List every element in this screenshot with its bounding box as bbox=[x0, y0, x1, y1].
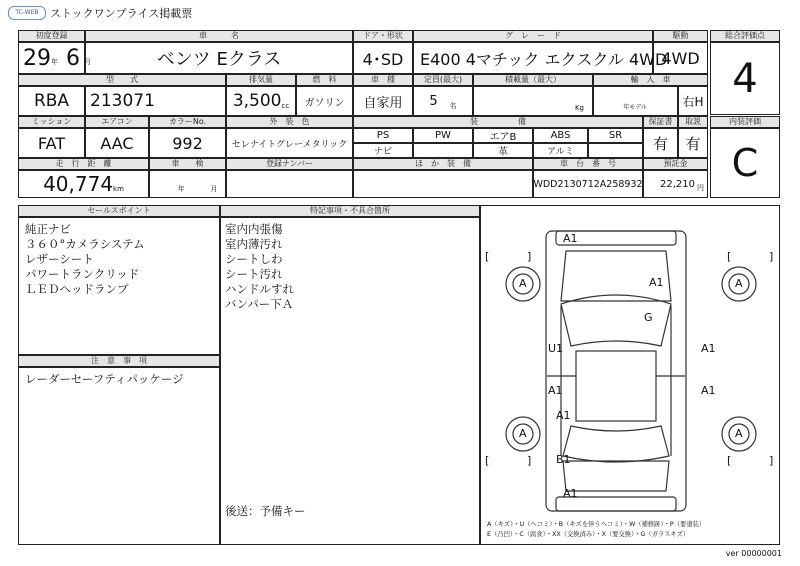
car-name-header: 車 名 bbox=[85, 30, 353, 42]
cautions-box bbox=[18, 367, 220, 545]
caution-item: レーダーセーフティパッケージ bbox=[25, 372, 184, 386]
damage-mark: A1 bbox=[548, 384, 563, 397]
handle-value: 右H bbox=[678, 86, 708, 116]
mileage-cell bbox=[18, 170, 149, 198]
windshield bbox=[561, 295, 671, 346]
displacement-cell bbox=[226, 86, 296, 116]
other-equipment-header: ほ か 装 備 bbox=[353, 158, 533, 170]
legend-line-1: A（キズ）・U（ヘコミ）・B（キズを伴うヘコミ）・W（補修跡）・P（要塗装） bbox=[487, 521, 706, 528]
damage-mark: A bbox=[735, 427, 743, 440]
aircon-header: エアコン bbox=[85, 116, 149, 128]
load-unit: Kg bbox=[574, 104, 584, 112]
first-reg-year: 29 bbox=[23, 45, 51, 71]
mileage-value: 40,774 bbox=[43, 172, 114, 196]
note-item: バンパー下Ａ bbox=[225, 297, 294, 311]
model-year-cell bbox=[593, 86, 678, 116]
bracket-mark: ] bbox=[769, 250, 774, 263]
cautions-header: 注 意 事 項 bbox=[18, 355, 220, 367]
displacement-value: 3,500 bbox=[232, 91, 282, 111]
reg-number-value bbox=[226, 170, 353, 198]
sales-point: パワートランクリッド bbox=[25, 267, 140, 281]
note-item: 室内薄汚れ bbox=[225, 237, 283, 251]
color-no-value: 992 bbox=[149, 128, 226, 158]
equip-value-4 bbox=[588, 143, 643, 158]
overall-score-header: 総合評価点 bbox=[710, 30, 780, 42]
first-reg-month-unit: 月 bbox=[84, 58, 91, 66]
exterior-header: 外 装 色 bbox=[226, 116, 353, 128]
interior-score-header: 内装評価 bbox=[710, 116, 780, 128]
manual-header: 取説 bbox=[678, 116, 708, 128]
equip-value-3: アルミ bbox=[533, 143, 588, 158]
drive-value: 4WD bbox=[653, 42, 708, 74]
model-year-label: 年モデル bbox=[623, 104, 647, 111]
trunk bbox=[563, 461, 669, 491]
price-value: 22,210 bbox=[660, 178, 695, 190]
import-header: 輸 入 車 bbox=[593, 74, 708, 86]
notes-header: 特記事項・不具合箇所 bbox=[220, 205, 480, 217]
car-name-value: ベンツ Eクラス bbox=[85, 42, 353, 74]
bracket-mark: [ bbox=[727, 250, 732, 263]
car-diagram bbox=[481, 206, 779, 544]
chassis-no-value: WDD2130712A258932 bbox=[533, 170, 643, 198]
grade-value: E400 4マチック エクスクル 4WD bbox=[413, 42, 653, 74]
mileage-header: 走 行 距 離 bbox=[18, 158, 149, 170]
other-equipment-value bbox=[353, 170, 533, 198]
sales-point: ＬＥＤヘッドランプ bbox=[25, 282, 129, 296]
grade-header: グ レ ー ド bbox=[413, 30, 653, 42]
version-label: ver 00000001 bbox=[725, 549, 782, 558]
bracket-mark: ] bbox=[527, 454, 532, 467]
price-unit: 円 bbox=[697, 184, 704, 192]
inspection-cell bbox=[149, 170, 226, 198]
car-outline bbox=[546, 231, 686, 511]
note-item: 室内内張傷 bbox=[225, 222, 283, 236]
damage-mark: A1 bbox=[701, 384, 716, 397]
damage-mark: A1 bbox=[649, 276, 664, 289]
chassis-no-header: 車 台 番 号 bbox=[533, 158, 643, 170]
damage-mark: B1 bbox=[556, 453, 571, 466]
mileage-unit: km bbox=[113, 185, 124, 193]
equip-value-0: ナビ bbox=[353, 143, 413, 158]
damage-mark: A bbox=[519, 427, 527, 440]
damage-mark: G bbox=[644, 311, 653, 324]
drive-header: 駆動 bbox=[653, 30, 708, 42]
door-shape-header: ドア・形状 bbox=[353, 30, 413, 42]
note-item: シートしわ bbox=[225, 252, 283, 266]
bracket-mark: [ bbox=[727, 454, 732, 467]
damage-mark: U1 bbox=[548, 342, 564, 355]
bracket-mark: [ bbox=[485, 250, 490, 263]
equip-header-4: SR bbox=[588, 128, 643, 143]
rear-window bbox=[563, 426, 669, 462]
equip-header-0: PS bbox=[353, 128, 413, 143]
note-item: ハンドルすれ bbox=[225, 282, 294, 296]
car-type-value: 自家用 bbox=[353, 86, 413, 116]
logo: TC-WEB bbox=[8, 6, 46, 20]
damage-mark: A bbox=[519, 277, 527, 290]
load-cell bbox=[473, 86, 593, 116]
delivery-note: 後送：予備キー bbox=[225, 504, 306, 518]
equipment-header: 装 備 bbox=[353, 116, 643, 128]
mission-value: FAT bbox=[18, 128, 85, 158]
equip-header-2: エアB bbox=[473, 128, 533, 143]
door-shape-value: 4･SD bbox=[353, 42, 413, 74]
price-header: 預託金 bbox=[643, 158, 708, 170]
model-prefix-value: RBA bbox=[18, 86, 85, 116]
load-header: 積載量（最大） bbox=[473, 74, 593, 86]
bracket-mark: [ bbox=[485, 454, 490, 467]
price-cell bbox=[643, 170, 708, 198]
manual-value: 有 bbox=[678, 128, 708, 158]
exterior-value: セレナイトグレーメタリック bbox=[226, 128, 353, 158]
inspection-year: 年 bbox=[177, 185, 185, 193]
sales-points-box bbox=[18, 217, 220, 355]
fuel-header: 燃 料 bbox=[296, 74, 353, 86]
damage-diagram-box bbox=[480, 205, 780, 545]
sales-point: レザーシート bbox=[25, 252, 94, 266]
color-no-header: カラーNo. bbox=[149, 116, 226, 128]
capacity-cell bbox=[413, 86, 473, 116]
car-type-header: 車 種 bbox=[353, 74, 413, 86]
fuel-value: ガソリン bbox=[296, 86, 353, 116]
note-item: シート汚れ bbox=[225, 267, 283, 281]
first-reg-year-unit: 年 bbox=[51, 58, 58, 66]
first-reg-header: 初度登録 bbox=[18, 30, 85, 42]
inspection-month: 月 bbox=[210, 185, 218, 193]
model-code-value: 213071 bbox=[85, 86, 226, 116]
model-header: 型 式 bbox=[18, 74, 226, 86]
first-reg-cell bbox=[18, 42, 91, 74]
equip-header-1: PW bbox=[413, 128, 473, 143]
interior-score-value: C bbox=[710, 128, 780, 198]
sales-points-header: セールスポイント bbox=[18, 205, 220, 217]
damage-mark: A1 bbox=[563, 232, 578, 245]
warranty-header: 保証書 bbox=[643, 116, 678, 128]
damage-mark: A1 bbox=[556, 409, 571, 422]
roof bbox=[576, 351, 656, 421]
sales-point: ３６０°カメラシステム bbox=[25, 237, 145, 251]
damage-mark: A bbox=[735, 277, 743, 290]
mission-header: ミッション bbox=[18, 116, 85, 128]
page-title: ストックワンプライス掲載票 bbox=[50, 7, 193, 20]
reg-number-header: 登録ナンバー bbox=[226, 158, 353, 170]
first-reg-month: 6 bbox=[66, 45, 80, 71]
overall-score-value: 4 bbox=[710, 42, 780, 115]
inspection-header: 車 検 bbox=[149, 158, 226, 170]
damage-mark: A1 bbox=[701, 342, 716, 355]
aircon-value: AAC bbox=[85, 128, 149, 158]
bracket-mark: ] bbox=[527, 250, 532, 263]
legend-line-2: E（凸凹）・C（腐食）・XX（交換済み）・X（要交換）・G（ガラスキズ） bbox=[487, 531, 690, 538]
warranty-value: 有 bbox=[643, 128, 678, 158]
equip-value-1 bbox=[413, 143, 473, 158]
equip-value-2: 革 bbox=[473, 143, 533, 158]
displacement-unit: cc bbox=[281, 102, 290, 110]
notes-box bbox=[220, 217, 480, 545]
displacement-header: 排気量 bbox=[226, 74, 296, 86]
damage-mark: A1 bbox=[563, 487, 578, 500]
sales-point: 純正ナビ bbox=[25, 222, 71, 236]
capacity-unit: 名 bbox=[449, 102, 457, 110]
capacity-value: 5 bbox=[429, 93, 438, 109]
bracket-mark: ] bbox=[769, 454, 774, 467]
capacity-header: 定員(最大) bbox=[413, 74, 473, 86]
equip-header-3: ABS bbox=[533, 128, 588, 143]
